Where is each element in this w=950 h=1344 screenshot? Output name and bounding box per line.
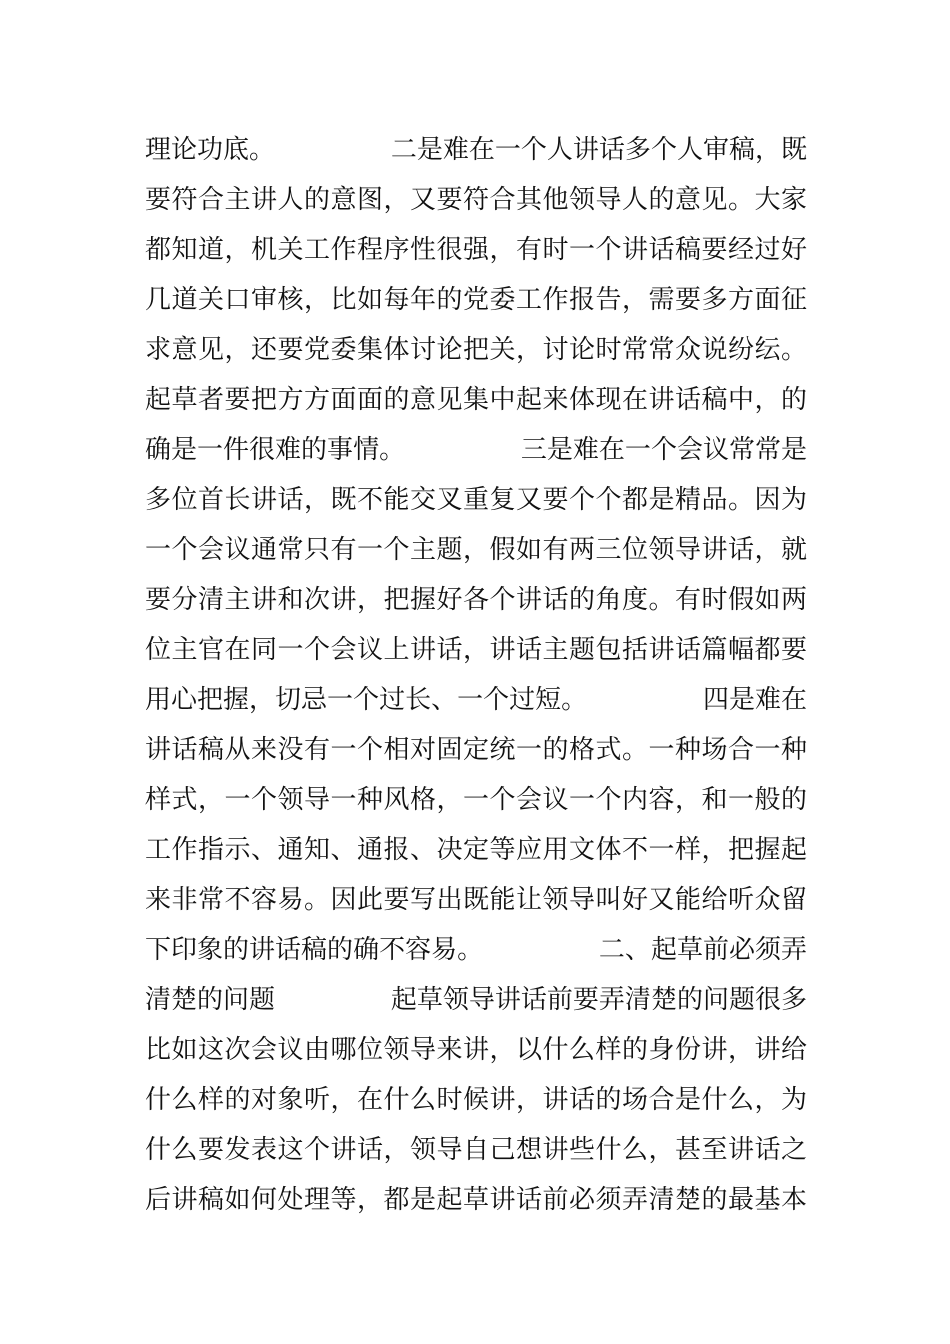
text-line-7: 确是一件很难的事情。 三是难在一个会议常常是 [145, 435, 807, 465]
text-line-9: 一个会议通常只有一个主题，假如有两三位领导讲话，就 [145, 535, 807, 565]
text-line-19: 比如这次会议由哪位领导来讲，以什么样的身份讲，讲给 [145, 1035, 807, 1065]
text-line-12: 用心把握，切忌一个过长、一个过短。 四是难在 [145, 685, 807, 715]
text-line-10: 要分清主讲和次讲，把握好各个讲话的角度。有时假如两 [145, 585, 807, 615]
text-line-22: 后讲稿如何处理等，都是起草讲话前必须弄清楚的最基本 [145, 1185, 807, 1215]
text-line-21: 什么要发表这个讲话，领导自己想讲些什么，甚至讲话之 [145, 1135, 807, 1165]
text-line-4: 几道关口审核，比如每年的党委工作报告，需要多方面征 [145, 285, 807, 315]
text-line-16: 来非常不容易。因此要写出既能让领导叫好又能给听众留 [145, 885, 807, 915]
text-line-18: 清楚的问题 起草领导讲话前要弄清楚的问题很多 [145, 985, 807, 1015]
text-line-13: 讲话稿从来没有一个相对固定统一的格式。一种场合一种 [145, 735, 807, 765]
text-line-3: 都知道，机关工作程序性很强，有时一个讲话稿要经过好 [145, 235, 807, 265]
text-line-15: 工作指示、通知、通报、决定等应用文体不一样，把握起 [145, 835, 807, 865]
text-line-6: 起草者要把方方面面的意见集中起来体现在讲话稿中，的 [145, 385, 807, 415]
text-line-8: 多位首长讲话，既不能交叉重复又要个个都是精品。因为 [145, 485, 807, 515]
text-line-5: 求意见，还要党委集体讨论把关，讨论时常常众说纷纭。 [145, 335, 807, 365]
text-line-17: 下印象的讲话稿的确不容易。 二、起草前必须弄 [145, 935, 807, 965]
text-line-2: 要符合主讲人的意图，又要符合其他领导人的意见。大家 [145, 185, 807, 215]
body-text [145, 125, 807, 1225]
text-line-1: 理论功底。 二是难在一个人讲话多个人审稿，既 [145, 135, 807, 165]
text-line-11: 位主官在同一个会议上讲话，讲话主题包括讲话篇幅都要 [145, 635, 807, 665]
text-line-14: 样式，一个领导一种风格，一个会议一个内容，和一般的 [145, 785, 807, 815]
text-line-20: 什么样的对象听，在什么时候讲，讲话的场合是什么，为 [145, 1085, 807, 1115]
